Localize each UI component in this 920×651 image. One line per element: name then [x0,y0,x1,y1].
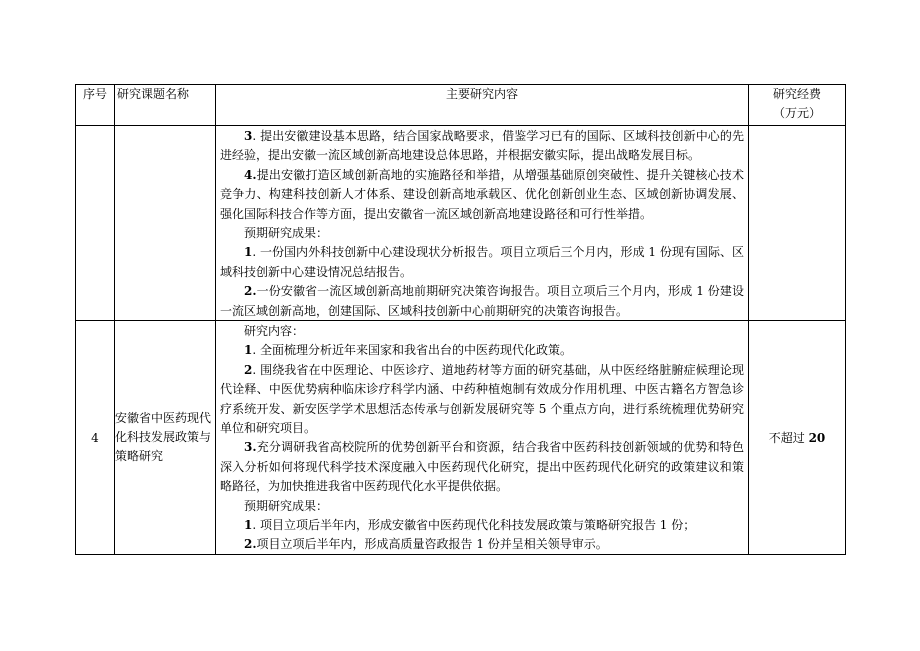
row4-paragraph [220,516,744,535]
continued-paragraph-text: . 提出安徽建设基本思路，结合国家战略要求，借鉴学习已有的国际、区域科技创新中心的先进经验，提出安徽一流区域创新高地建设总体思路，并根据安徽实际，提出战略发展目标。 [220,129,744,163]
continued-paragraph-number: 2. [244,284,257,299]
row4-paragraph-text: 充分调研我省高校院所的优势创新平台和资源，结合我省中医药科技创新领域的优势和特色深入分析如何将现代科学技术深度融入中医药现代化研究，提出中医药现代化研究的政策建议和策略路径，为加快推进我省中医药现代化水平提供依据。 [220,440,744,494]
row4-content-cell [216,321,749,555]
row4-paragraph [220,497,744,516]
continued-paragraph-number: 1 [244,245,253,260]
row4-paragraph-text: . 全面梳理分析近年来国家和我省出台的中医药现代化政策。 [252,343,572,358]
row4-content [216,321,748,554]
row4-fee-text: 不超过 20 [768,431,826,445]
header-fee [749,85,846,126]
continued-paragraph-number: 3 [244,129,253,143]
continued-fee-cell [749,126,846,321]
header-fee-line1: 研究经费 [772,87,821,101]
continued-paragraph-text: 一份安徽省一流区域创新高地前期研究决策咨询报告。项目立项后三个月内，形成 1 份建设一流区域创新高地，创建国际、区域科技创新中心前期研究的决策咨询报告。 [220,284,744,318]
row4-paragraph-text: 预期研究成果： [244,498,329,513]
row4-paragraph-text: . 围绕我省在中医理论、中医诊疗、道地药材等方面的研究基础，从中医经络脏腑症候理论现代诠释、中医优势病种临床诊疗科学内涵、中药种植炮制有效成分作用机理、中医古籍名方智急诊疗系统开发、新安医学学术思想活态传承与创新发展研究等 5 个重点方向，进行系统梳理优势研究单位和研究项目。 [220,362,744,436]
continued-paragraph-text: 预期研究成果： [244,226,329,241]
continued-index-cell [76,126,115,321]
continued-paragraph [220,127,744,166]
row4-paragraph [220,322,744,341]
header-fee-line2: （万元） [772,106,821,120]
row4-index: 4 [76,321,115,555]
row4-paragraph-number: 2. [244,537,257,552]
table-row-4 [76,321,846,555]
row4-paragraph [220,535,744,554]
continued-paragraph-text: 提出安徽打造区域创新高地的实施路径和举措，从增强基础原创突破性、提升关键核心技术竞争力、构建科技创新人才体系、建设创新高地承载区、优化创新创业生态、区域创新协调发展、强化国际科技合作等方面，提出安徽省一流区域创新高地建设路径和可行性举措。 [220,167,744,221]
table-header-row [76,85,846,126]
row4-paragraph-text: 项目立项后半年内，形成高质量咨政报告 1 份并呈相关领导审示。 [256,537,608,552]
header-topic: 研究课题名称 [115,85,216,126]
row4-paragraph-text: . 项目立项后半年内，形成安徽省中医药现代化科技发展政策与策略研究报告 1 份； [252,518,696,533]
row4-paragraph-number: 1 [244,343,253,358]
row4-paragraph-number: 1 [244,518,253,533]
continued-paragraph-number: 4. [244,167,257,182]
continued-paragraph [220,224,744,243]
continued-paragraph [220,166,744,224]
continued-topic-cell [115,126,216,321]
header-content: 主要研究内容 [216,85,749,126]
row4-paragraph [220,361,744,439]
row4-topic: 安徽省中医药现代化科技发展政策与策略研究 [115,321,216,555]
research-topics-table [75,84,846,555]
table-row-continued [76,126,846,321]
row4-paragraph-number: 3. [244,440,257,455]
continued-content [216,126,748,320]
continued-paragraph-text: . 一份国内外科技创新中心建设现状分析报告。项目立项后三个月内，形成 1 份现有国际、区域科技创新中心建设情况总结报告。 [220,245,744,279]
row4-paragraph-text: 研究内容： [244,324,305,338]
header-index: 序号 [76,85,115,126]
row4-paragraph-number: 2 [244,362,253,377]
continued-content-cell [216,126,749,321]
row4-fee [749,321,846,555]
row4-paragraph [220,341,744,360]
continued-paragraph [220,282,744,320]
row4-paragraph [220,438,744,496]
continued-paragraph [220,243,744,282]
